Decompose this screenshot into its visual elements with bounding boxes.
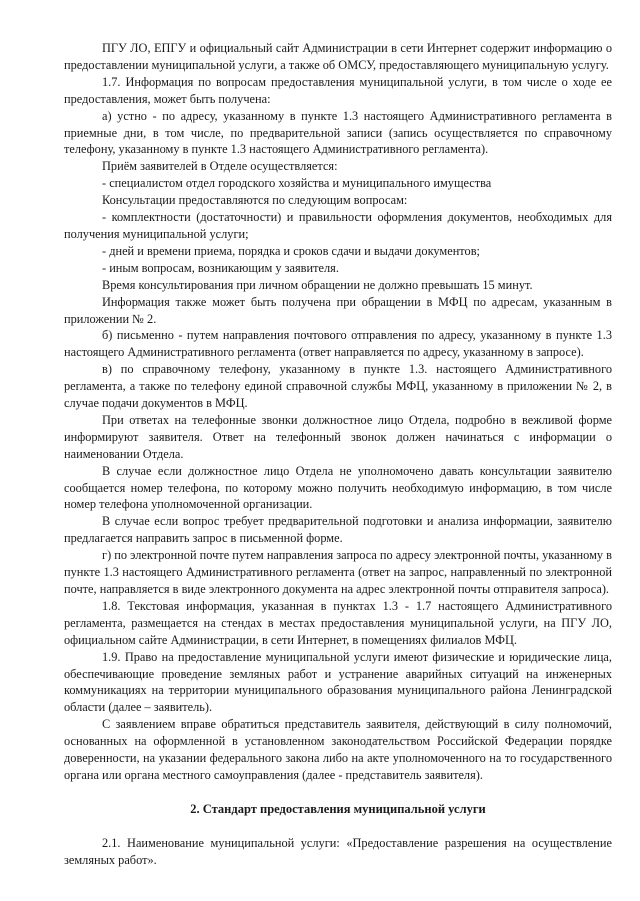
paragraph: 1.9. Право на предоставление муниципальной услуги имеют физические и юридические лица, обеспечивающие проведение земляных работ и устранение аварийных ситуаций на инженерных коммуникациях на территории муниципального образования муниципального района Ленинградской области (далее – заявитель).: [64, 649, 612, 715]
paragraph: в) по справочному телефону, указанному в пункте 1.3. настоящего Административного регламента, а также по телефону единой справочной службы МФЦ, указанному в приложении № 2, в случае подачи документов в МФЦ.: [64, 362, 612, 411]
paragraph: Время консультирования при личном обращении не должно превышать 15 минут.: [102, 277, 533, 292]
paragraph: В случае если вопрос требует предварительной подготовки и анализа информации, заявителю предлагается направить запрос в письменной форме.: [64, 514, 612, 546]
paragraph: г) по электронной почте путем направления запроса по адресу электронной почты, указанному в пункте 1.3 настоящего Административного регламента (ответ на запрос, направленный по электронной почте, направляется в виде электронного документа на адрес электронной почты отправителя запроса).: [64, 548, 612, 596]
paragraph: а) устно - по адресу, указанному в пункте 1.3 настоящего Административного регламента в приемные дни, в том числе, по предварительной записи (запись осуществляется по справочному телефону, указанному в пункте 1.3 настоящего Административного регламента).: [64, 108, 612, 157]
paragraph: 2.1. Наименование муниципальной услуги: «Предоставление разрешения на осуществление земляных работ».: [64, 835, 612, 867]
paragraph: С заявлением вправе обратиться представитель заявителя, действующий в силу полномочий, основанных на оформленной в установленном законодательством Российской Федерации порядке доверенности, на указании федерального закона либо на акте уполномоченного на то государственного органа или органа местного самоуправления (далее - представитель заявителя).: [64, 717, 612, 782]
section-heading: 2. Стандарт предоставления муниципальной услуги: [190, 801, 486, 816]
paragraph: 1.8. Текстовая информация, указанная в пунктах 1.3 - 1.7 настоящего Административного регламента, размещается на стендах в местах предоставления муниципальной услуги, на ПГУ ЛО, официальном сайте Администрации, в сети Интернет, в помещениях филиалов МФЦ.: [64, 598, 612, 647]
paragraph: Информация также может быть получена при обращении в МФЦ по адресам, указанным в приложении № 2.: [64, 294, 612, 326]
paragraph: В случае если должностное лицо Отдела не уполномочено давать консультации заявителю сообщается номер телефона, по которому можно получить необходимую информацию, в том числе номер телефона уполномоченной организации.: [64, 463, 612, 512]
document-body: [64, 40, 612, 869]
paragraph: Консультации предоставляются по следующим вопросам:: [102, 193, 408, 208]
paragraph: - дней и времени приема, порядка и сроков сдачи и выдачи документов;: [102, 243, 480, 258]
paragraph: - комплектности (достаточности) и правильности оформления документов, необходимых для получения муниципальной услуги;: [64, 210, 612, 241]
paragraph: - специалистом отдел городского хозяйства и муниципального имущества: [102, 176, 492, 191]
paragraph: ПГУ ЛО, ЕПГУ и официальный сайт Администрации в сети Интернет содержит информацию о предоставлении муниципальной услуги, а также об ОМСУ, предоставляющего муниципальную услугу.: [64, 41, 612, 72]
paragraph: - иным вопросам, возникающим у заявителя.: [102, 260, 339, 275]
paragraph: б) письменно - путем направления почтового отправления по адресу, указанному в пункте 1.3 настоящего Административного регламента (ответ направляется по адресу, указанному в запросе).: [64, 328, 612, 360]
paragraph: Приём заявителей в Отделе осуществляется:: [102, 159, 338, 174]
paragraph: 1.7. Информация по вопросам предоставления муниципальной услуги, в том числе о ходе ее предоставления, может быть получена:: [64, 74, 612, 106]
paragraph: При ответах на телефонные звонки должностное лицо Отдела, подробно в вежливой форме информируют заявителя. Ответ на телефонный звонок должен начинаться с информации о наименовании Отдела.: [64, 412, 612, 461]
